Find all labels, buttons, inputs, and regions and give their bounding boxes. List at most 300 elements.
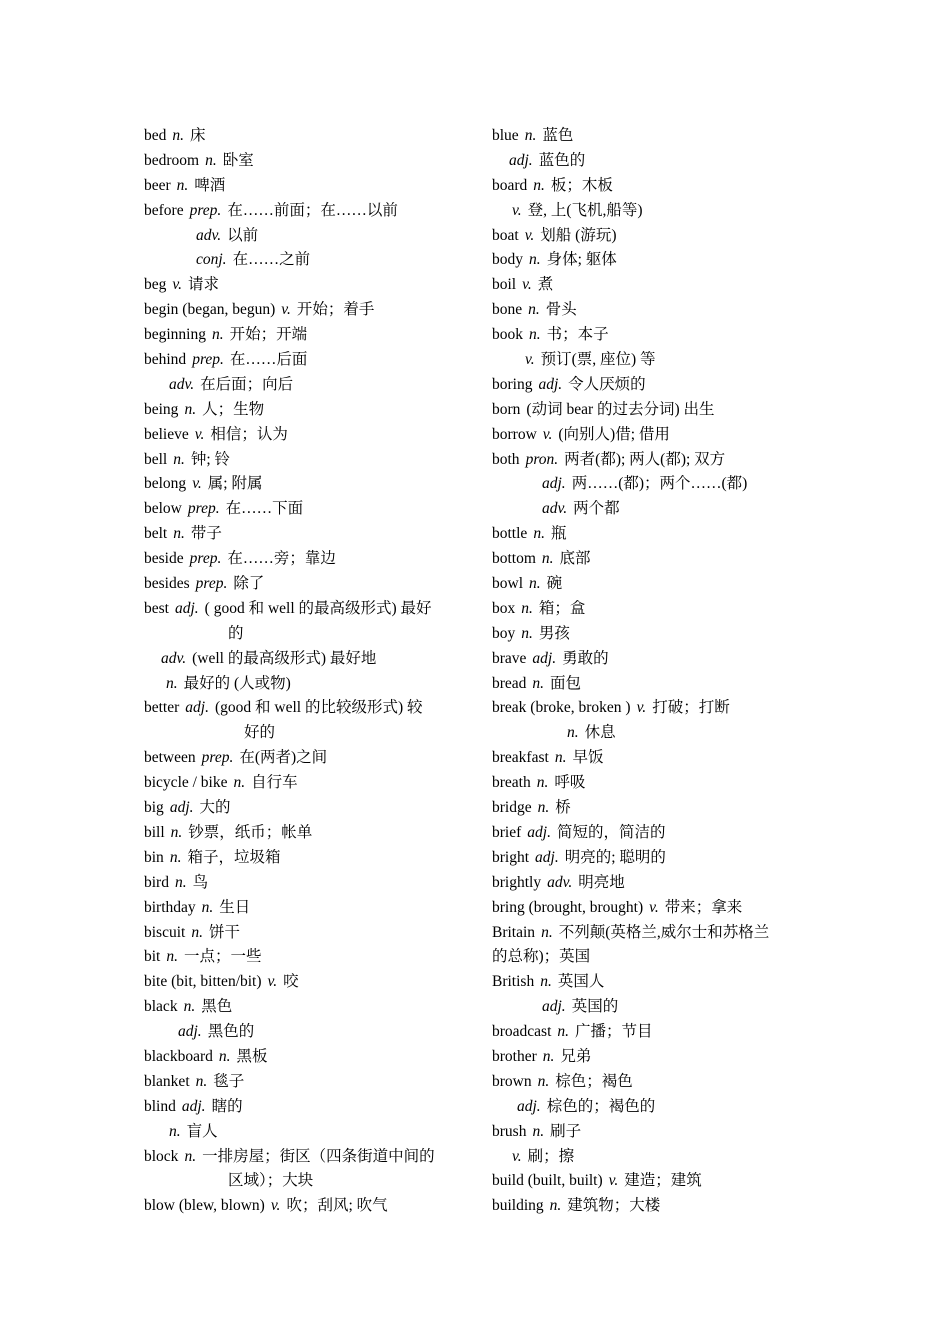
part-of-speech: v. <box>649 898 659 916</box>
entry-line <box>144 746 474 771</box>
definition: 人；生物 <box>202 400 265 418</box>
entry-line <box>492 149 822 174</box>
entry-line <box>492 273 822 298</box>
part-of-speech: n. <box>533 525 545 543</box>
part-of-speech: prep. <box>189 201 222 219</box>
definition: 勇敢的 <box>562 649 609 667</box>
part-of-speech: adj. <box>538 375 563 393</box>
definition: 在后面；向后 <box>200 375 294 393</box>
headword: brown <box>492 1072 532 1090</box>
headword: bill <box>144 823 165 841</box>
headword: behind <box>144 351 187 369</box>
entry-line <box>144 448 474 473</box>
entry-line <box>492 647 822 672</box>
part-of-speech: adv. <box>542 500 568 518</box>
definition: ( good 和 well 的最高级形式) 最好 <box>204 599 432 617</box>
entry-line <box>144 896 474 921</box>
definition: 大的 <box>199 799 231 817</box>
headword: belong <box>144 475 187 493</box>
entry-line <box>492 472 822 497</box>
definition: 咬 <box>283 973 299 991</box>
entry-line <box>492 721 822 746</box>
entry-line <box>144 921 474 946</box>
entry-line <box>492 1045 822 1070</box>
headword: blow (blew, blown) <box>144 1197 265 1215</box>
entry-line <box>492 696 822 721</box>
definition: 英国的 <box>571 998 619 1016</box>
part-of-speech: v. <box>525 351 535 369</box>
part-of-speech: n. <box>529 251 541 269</box>
part-of-speech: n. <box>169 1122 181 1140</box>
definition: 底部 <box>559 550 591 568</box>
part-of-speech: adj. <box>535 848 559 866</box>
part-of-speech: v. <box>281 301 291 319</box>
part-of-speech: n. <box>176 176 189 194</box>
entry-line <box>144 970 474 995</box>
part-of-speech: v. <box>542 425 553 443</box>
entry-line <box>492 124 822 149</box>
definition: 开始；开端 <box>229 326 308 344</box>
entry-line <box>144 199 474 224</box>
headword: board <box>492 176 528 194</box>
entry-line <box>492 323 822 348</box>
definition: 瓶 <box>550 525 567 543</box>
entry-line <box>492 224 822 249</box>
entry-line <box>144 149 474 174</box>
part-of-speech: n. <box>174 873 187 891</box>
entry-line <box>144 1169 474 1194</box>
entry-line <box>492 597 822 622</box>
headword: better <box>144 699 180 717</box>
definition: 以前 <box>227 226 259 244</box>
entry-line <box>492 1169 822 1194</box>
definition: 钞票，纸币；帐单 <box>188 823 313 841</box>
entry-line <box>492 846 822 871</box>
entry-line <box>144 696 474 721</box>
headword: Britain <box>492 923 536 941</box>
part-of-speech: n. <box>554 749 567 767</box>
entry-line <box>492 1070 822 1095</box>
definition: 简短的，简洁的 <box>556 823 666 841</box>
headword: breakfast <box>492 749 549 767</box>
definition: 板；木板 <box>550 176 613 194</box>
entry-line <box>144 721 474 746</box>
entry-line <box>492 522 822 547</box>
part-of-speech: n. <box>541 923 553 941</box>
part-of-speech: adv. <box>547 873 573 891</box>
headword: birthday <box>144 898 196 916</box>
definition: 面包 <box>550 674 582 692</box>
headword: brother <box>492 1047 537 1065</box>
headword: bottle <box>492 525 528 543</box>
definition: 在……之前 <box>232 251 311 269</box>
headword: blanket <box>144 1072 190 1090</box>
part-of-speech: n. <box>183 998 196 1016</box>
definition: 蓝色的 <box>538 151 586 169</box>
entry-line <box>144 398 474 423</box>
definition: 棕色的；褐色的 <box>546 1097 656 1115</box>
definition: 在……前面；在……以前 <box>227 201 398 219</box>
entry-line <box>492 373 822 398</box>
headword: boy <box>492 624 516 642</box>
part-of-speech: conj. <box>196 251 227 269</box>
entry-line <box>144 1095 474 1120</box>
headword: born <box>492 400 521 418</box>
part-of-speech: adj. <box>174 599 199 617</box>
part-of-speech: prep. <box>195 575 228 593</box>
entry-line <box>144 472 474 497</box>
headword: bin <box>144 848 164 866</box>
definition: (向别人)借; 借用 <box>558 425 670 443</box>
definition: 最好的 (人或物) <box>183 674 291 692</box>
entry-line <box>144 1070 474 1095</box>
definition: 在(两者)之间 <box>239 749 328 767</box>
entry-line <box>144 273 474 298</box>
headword: breath <box>492 774 531 792</box>
headword: brush <box>492 1122 527 1140</box>
headword: being <box>144 400 179 418</box>
definition: 英国人 <box>557 973 605 991</box>
part-of-speech: adj. <box>517 1097 541 1115</box>
part-of-speech: n. <box>536 774 549 792</box>
entry-line <box>144 995 474 1020</box>
part-of-speech: n. <box>184 1147 197 1165</box>
definition: (good 和 well 的比较级形式) 较 <box>214 699 423 717</box>
headword: blue <box>492 127 519 144</box>
entry-line <box>144 597 474 622</box>
part-of-speech: n. <box>540 973 552 991</box>
definition: 刷子 <box>550 1122 582 1140</box>
definition: 划船 (游玩) <box>540 226 617 244</box>
definition: 身体; 躯体 <box>546 251 617 269</box>
entry-line <box>492 423 822 448</box>
definition: 在……旁；靠边 <box>227 550 336 568</box>
headword: build (built, built) <box>492 1172 603 1190</box>
part-of-speech: adj. <box>181 1097 206 1115</box>
definition: 饼干 <box>208 923 240 941</box>
headword: beside <box>144 550 184 568</box>
part-of-speech: n. <box>173 450 185 468</box>
entry-line <box>492 497 822 522</box>
headword: bird <box>144 873 169 891</box>
entry-line <box>492 821 822 846</box>
part-of-speech: v. <box>512 1147 522 1165</box>
definition: 两个都 <box>573 500 620 518</box>
part-of-speech: n. <box>557 1023 570 1041</box>
entry-line <box>492 1194 822 1219</box>
headword: brief <box>492 823 522 841</box>
definition: 早饭 <box>572 749 604 767</box>
entry-line <box>492 248 822 273</box>
definition: 卧室 <box>222 151 254 169</box>
entry-line <box>144 423 474 448</box>
headword: bowl <box>492 575 523 593</box>
definition: 除了 <box>233 575 265 593</box>
definition: 两……(都)；两个……(都) <box>571 475 748 493</box>
headword: besides <box>144 575 190 593</box>
definition: 请求 <box>188 276 220 294</box>
part-of-speech: n. <box>524 127 537 144</box>
entry-line <box>144 1045 474 1070</box>
part-of-speech: n. <box>532 1122 545 1140</box>
entry-line <box>492 622 822 647</box>
headword: between <box>144 749 196 767</box>
entry-line <box>492 298 822 323</box>
definition: 呼吸 <box>554 774 586 792</box>
part-of-speech: v. <box>636 699 647 717</box>
part-of-speech: n. <box>528 301 540 319</box>
definition: 在……后面 <box>229 351 308 369</box>
entry-line <box>144 124 474 149</box>
definition: 自行车 <box>251 774 298 792</box>
definition: 相信；认为 <box>210 425 288 443</box>
part-of-speech: n. <box>166 948 178 966</box>
entry-line <box>144 796 474 821</box>
part-of-speech: v. <box>270 1197 281 1215</box>
entry-line <box>144 323 474 348</box>
part-of-speech: n. <box>212 326 224 344</box>
headword: biscuit <box>144 923 186 941</box>
entry-line <box>144 348 474 373</box>
headword: bread <box>492 674 527 692</box>
entry-line <box>492 945 822 970</box>
definition: 开始；着手 <box>296 301 375 319</box>
definition: 令人厌烦的 <box>568 375 646 393</box>
entry-line <box>492 771 822 796</box>
headword: believe <box>144 425 189 443</box>
definition: 鸟 <box>192 873 209 891</box>
part-of-speech: n. <box>172 127 185 144</box>
headword: big <box>144 799 164 817</box>
entry-line <box>492 199 822 224</box>
definition: 带子 <box>190 525 222 543</box>
definition: 吹；刮风; 吹气 <box>286 1197 388 1215</box>
headword: bicycle / bike <box>144 774 228 792</box>
headword: block <box>144 1147 179 1165</box>
entry-line <box>144 1120 474 1145</box>
definition: 登, 上(飞机,船等) <box>527 201 643 219</box>
headword: belt <box>144 525 168 543</box>
entry-line <box>492 1095 822 1120</box>
right-column <box>492 124 822 1219</box>
entry-line <box>492 921 822 946</box>
part-of-speech: n. <box>166 674 178 692</box>
part-of-speech: v. <box>512 201 522 219</box>
part-of-speech: v. <box>192 475 202 493</box>
headword: blind <box>144 1097 176 1115</box>
part-of-speech: n. <box>549 1197 562 1215</box>
part-of-speech: n. <box>521 599 533 617</box>
headword: bone <box>492 301 523 319</box>
definition: 箱；盒 <box>538 599 586 617</box>
entry-line <box>144 174 474 199</box>
entry-line <box>144 373 474 398</box>
definition: 毯子 <box>213 1072 245 1090</box>
part-of-speech: adv. <box>161 649 187 667</box>
entry-line <box>144 547 474 572</box>
part-of-speech: n. <box>529 575 541 593</box>
part-of-speech: prep. <box>192 351 224 369</box>
entry-line <box>144 771 474 796</box>
part-of-speech: adj. <box>542 998 566 1016</box>
headword: best <box>144 599 169 617</box>
entry-line <box>492 871 822 896</box>
headword: bell <box>144 450 168 468</box>
part-of-speech: adj. <box>542 475 566 493</box>
part-of-speech: v. <box>524 226 535 244</box>
part-of-speech: n. <box>521 624 533 642</box>
part-of-speech: n. <box>567 724 579 742</box>
part-of-speech: adv. <box>196 226 222 244</box>
definition: 兄弟 <box>560 1047 592 1065</box>
part-of-speech: adv. <box>169 375 195 393</box>
definition: (well 的最高级形式) 最好地 <box>192 649 377 667</box>
entry-line <box>144 298 474 323</box>
entry-line <box>492 448 822 473</box>
headword: bright <box>492 848 530 866</box>
headword: boil <box>492 276 517 294</box>
definition: 书；本子 <box>546 326 609 344</box>
definition: (动词 bear 的过去分词) 出生 <box>526 400 715 418</box>
headword: bed <box>144 127 167 144</box>
entry-line <box>144 1020 474 1045</box>
headword: below <box>144 500 182 518</box>
part-of-speech: prep. <box>201 749 234 767</box>
part-of-speech: n. <box>218 1047 231 1065</box>
definition: 蓝色 <box>542 127 574 144</box>
definition: 一点；一些 <box>184 948 262 966</box>
entry-line <box>144 248 474 273</box>
definition: 广播；节目 <box>575 1023 653 1041</box>
entry-line <box>144 622 474 647</box>
headword: box <box>492 599 516 617</box>
entry-line <box>144 497 474 522</box>
entry-line <box>144 572 474 597</box>
entry-line <box>492 398 822 423</box>
definition: 明亮地 <box>578 873 625 891</box>
part-of-speech: n. <box>201 898 214 916</box>
headword: bottom <box>492 550 536 568</box>
definition: 区域）；大块 <box>228 1172 314 1190</box>
definition: 箱子，垃圾箱 <box>187 848 281 866</box>
headword: black <box>144 998 178 1016</box>
part-of-speech: prep. <box>189 550 222 568</box>
entry-line <box>492 746 822 771</box>
definition: 黑色 <box>201 998 233 1016</box>
definition: 棕色；褐色 <box>555 1072 633 1090</box>
definition: 打破；打断 <box>652 699 730 717</box>
definition: 在……下面 <box>225 500 304 518</box>
entry-line <box>144 224 474 249</box>
headword: both <box>492 450 520 468</box>
headword: boat <box>492 226 519 244</box>
headword: bridge <box>492 799 532 817</box>
part-of-speech: v. <box>608 1172 619 1190</box>
part-of-speech: v. <box>267 973 278 991</box>
part-of-speech: adj. <box>185 699 209 717</box>
entry-line <box>144 945 474 970</box>
entry-line <box>144 672 474 697</box>
part-of-speech: adj. <box>527 823 551 841</box>
part-of-speech: pron. <box>525 450 559 468</box>
left-column <box>144 124 474 1219</box>
part-of-speech: v. <box>172 276 182 294</box>
definition: 一排房屋；街区（四条街道中间的 <box>202 1147 435 1165</box>
part-of-speech: n. <box>542 1047 555 1065</box>
definition: 骨头 <box>545 301 577 319</box>
headword: bit <box>144 948 161 966</box>
part-of-speech: prep. <box>187 500 220 518</box>
headword: building <box>492 1197 544 1215</box>
definition: 碗 <box>546 575 563 593</box>
definition: 好的 <box>244 724 276 742</box>
definition: 男孩 <box>538 624 570 642</box>
part-of-speech: n. <box>205 151 217 169</box>
entry-line <box>492 1145 822 1170</box>
part-of-speech: n. <box>184 400 197 418</box>
entry-line <box>492 174 822 199</box>
headword: book <box>492 326 523 344</box>
definition: 建造；建筑 <box>624 1172 702 1190</box>
entry-line <box>492 1120 822 1145</box>
part-of-speech: n. <box>537 799 550 817</box>
part-of-speech: n. <box>541 550 554 568</box>
headword: body <box>492 251 523 269</box>
part-of-speech: n. <box>173 525 185 543</box>
part-of-speech: adj. <box>532 649 557 667</box>
definition: 黑色的 <box>207 1023 255 1041</box>
part-of-speech: n. <box>170 823 183 841</box>
definition: 啤酒 <box>194 176 226 194</box>
entry-line <box>492 896 822 921</box>
part-of-speech: n. <box>169 848 182 866</box>
part-of-speech: n. <box>195 1072 208 1090</box>
definition: 桥 <box>555 799 571 817</box>
entry-line <box>492 796 822 821</box>
headword: break (broke, broken ) <box>492 699 631 717</box>
headword: brave <box>492 649 527 667</box>
definition: 不列颠(英格兰,威尔士和苏格兰 <box>558 923 770 941</box>
entry-line <box>144 1145 474 1170</box>
entry-line <box>144 1194 474 1219</box>
part-of-speech: adj. <box>509 151 533 169</box>
headword: broadcast <box>492 1023 552 1041</box>
definition: 两者(都); 两人(都); 双方 <box>564 450 726 468</box>
definition: 瞎的 <box>211 1097 243 1115</box>
definition: 黑板 <box>236 1047 268 1065</box>
headword: bring (brought, brought) <box>492 898 644 916</box>
definition: 带来；拿来 <box>664 898 743 916</box>
part-of-speech: v. <box>522 276 532 294</box>
headword: British <box>492 973 535 991</box>
definition: 生日 <box>219 898 251 916</box>
definition: 煮 <box>537 276 554 294</box>
definition: 属; 附属 <box>207 475 263 493</box>
definition: 建筑物；大楼 <box>567 1197 661 1215</box>
entry-line <box>492 348 822 373</box>
headword: boring <box>492 375 533 393</box>
definition: 刷；擦 <box>527 1147 575 1165</box>
entry-line <box>144 821 474 846</box>
part-of-speech: n. <box>533 176 545 194</box>
part-of-speech: adj. <box>178 1023 202 1041</box>
part-of-speech: v. <box>194 425 205 443</box>
entry-line <box>492 1020 822 1045</box>
headword: beginning <box>144 326 206 344</box>
entry-line <box>144 871 474 896</box>
entry-line <box>492 995 822 1020</box>
part-of-speech: n. <box>191 923 203 941</box>
